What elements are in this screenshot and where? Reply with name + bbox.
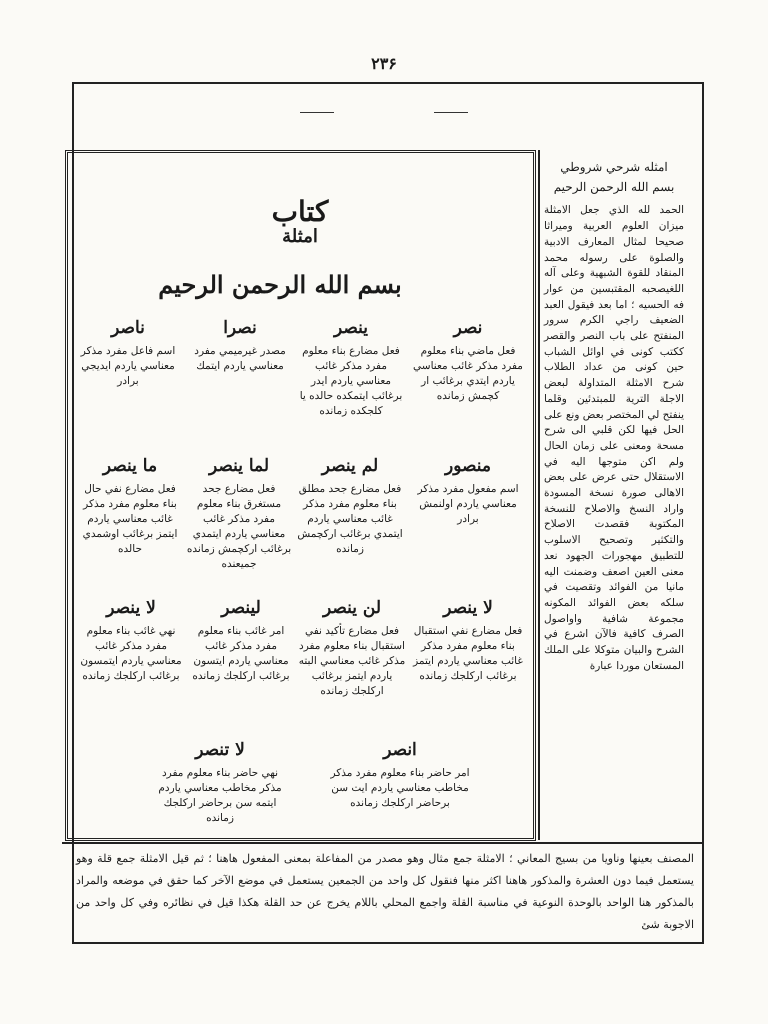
book-subtitle: امثلة: [282, 226, 318, 247]
verb-form: لا تنصر: [195, 740, 245, 760]
verb-description: مصدر غيرميمي مفرد معناسي ياردم ايتمك: [194, 345, 286, 372]
example-imperfect: [298, 318, 404, 419]
example-passive-participle: [412, 456, 524, 527]
example-perfect: [412, 318, 524, 404]
verb-form: لينصر: [221, 598, 261, 618]
basmala-heading: بسم الله الرحمن الرحيم: [158, 270, 402, 299]
verb-description: فعل مضارع جحد مستغرق بناء معلوم مفرد مذكر غائب معناسي ياردم ايتمدي برغائب اركچمش زمانده جميعنده: [186, 483, 292, 570]
verb-form: نصرا: [223, 318, 257, 338]
verb-description: فعل مضارع نفي استقبال بناء معلوم مفرد مذكر غائب معناسي ياردم ايتمز برغائب اركلجك زمانده: [413, 625, 523, 682]
verb-description: فعل مضارع تأكيد نفي استقبال بناء معلوم مفرد مذكر غائب معناسي البته ياردم ايتمز برغائب اركلجك زمانده: [298, 625, 406, 697]
verb-form: ينصر: [334, 318, 368, 338]
commentary-basmala: بسم الله الرحمن الرحيم: [553, 179, 675, 194]
example-present-negation: [78, 456, 182, 557]
footer-commentary: المصنف بعينها وناويا من بسيج المعاني ؛ الامثلة جمع مثال وهو مصدر من المفاعلة بمعنى المفعول هاهنا ؛ ثم قيل الامثلة جمع قلة وهو يستعمل فيما دون العشرة والمذكور هاهنا اكثر منها فنقول كل واحد من الجمعين يستعمل في موضع الآخر كما حقق في موضعه والمراد بالمذكور هنا الواحد بالوحدة النوعية في مناسبة القلة واجمع المحلي باللام يخرج عن حد القلة هكذا قيل في نظائره وفي كل واحد من الاجوبة شئ: [76, 852, 694, 931]
example-prohibitive-present: [150, 740, 290, 826]
verb-form: لا ينصر: [106, 598, 156, 618]
example-jussive-absent: [188, 598, 294, 684]
verb-form: منصور: [445, 456, 491, 476]
example-imperative-present: [330, 740, 470, 811]
verb-description: امر غائب بناء معلوم مفرد مذكر غائب معناسي ياردم ايتسون برغائب اركلجك زمانده: [192, 625, 290, 682]
verb-form: نصر: [453, 318, 483, 338]
verb-description: نهي غائب بناء معلوم مفرد مذكر غائب معناسي ياردم ايتمسون برغائب اركلجك زمانده: [80, 625, 182, 682]
column-divider: [538, 150, 540, 840]
page-number: ۲۳۶: [371, 54, 397, 73]
verb-description: امر حاضر بناء معلوم مفرد مذكر مخاطب معناسي ياردم ايت سن برحاضر اركلجك زمانده: [330, 767, 470, 809]
verb-description: اسم مفعول مفرد مذكر معناسي ياردم اولنمش برادر: [417, 483, 519, 525]
verb-form: ناصر: [111, 318, 145, 338]
example-verbal-noun: [190, 318, 290, 374]
example-lan-negation: [298, 598, 406, 699]
verb-description: فعل ماضي بناء معلوم مفرد مذكر غائب معناسي ياردم ايتدي برغائب ار كچمش زمانده: [413, 345, 523, 402]
example-lam-negation: [296, 456, 404, 557]
verb-description: فعل مضارع جحد مطلق بناء معلوم مفرد مذكر غائب معناسي ياردم ايتمدي برغائب اركچمش زمانده: [297, 483, 403, 555]
commentary-body: الحمد لله الذي جعل الامثلة ميزان العلوم العربية وميراثا صحيحا لمثال المعارف الادبية والصلوة على رسوله محمد المنقاد للقوة الشبهية وعلى آله اللغيصحبه المقتبسين من عوار فه الحسيه ؛ اما بعد فيقول العبد الضعيف راجي الكرم سرور المنفتح على باب النصر والقصر ككتب كونى في اوائل الشباب حين كونى من عداد الطلاب شرح الامثلة المتداولة لبعض الاجلة الترية للمبتدئين وقلما ينفتح لي المختصر بعض ونع على الحل فيها لكن قلبي الى شرح مسحة ومعنى على زمان الحال ولم اكن متوجها اليه في الاستقلال حتى عرض على بعض الاهالى صورة نسخة المسودة واراد النسخ والاصلاح للنسخة المكتوبة فقصدت الاصلاح والتكثير وتصحيح الاسلوب للتطبيق مهجورات الجهود نعد معنى العين اصعف وضمنت اليه مانيا من الفوائد وتقصيت في سلكه بعض الفوائد المكونه مجموعة شافية واواصول الصرف كافية فالآن اشرع في الشرح والبيان متوكلا على الملك المستعان موردا عبارة: [544, 204, 684, 672]
commentary-heading: امثله شرحي شروطي: [560, 160, 668, 174]
verb-description: اسم فاعل مفرد مذكر معناسي ياردم ايديجي برادر: [80, 345, 176, 387]
verb-form: لم ينصر: [321, 456, 379, 476]
verb-form: لا ينصر: [443, 598, 493, 618]
example-future-negation: [412, 598, 524, 684]
verb-form: لما ينصر: [208, 456, 270, 476]
verb-description: فعل مضارع نفي حال بناء معلوم مفرد مذكر غائب معناسي ياردم ايتمز برغائب اوشمدي حالده: [82, 483, 178, 555]
example-prohibitive-absent: [78, 598, 184, 684]
verb-form: ما ينصر: [102, 456, 158, 476]
verb-description: فعل مضارع بناء معلوم مفرد مذكر غائب معناسي ياردم ايدر برغائب ايتمكده حالده يا كلجكده زمانده: [299, 345, 403, 417]
example-lamma-negation: [186, 456, 292, 572]
page-number-header: [0, 48, 768, 84]
example-active-participle: [78, 318, 178, 389]
verb-form: انصر: [383, 740, 417, 760]
commentary-column: [544, 160, 684, 675]
book-title: كتاب: [271, 195, 329, 228]
verb-form: لن ينصر: [322, 598, 382, 618]
footer-divider: [62, 842, 702, 844]
verb-description: نهي حاضر بناء معلوم مفرد مذكر مخاطب معناسي ياردم ايتمه سن برحاضر اركلجك زمانده: [158, 767, 282, 824]
